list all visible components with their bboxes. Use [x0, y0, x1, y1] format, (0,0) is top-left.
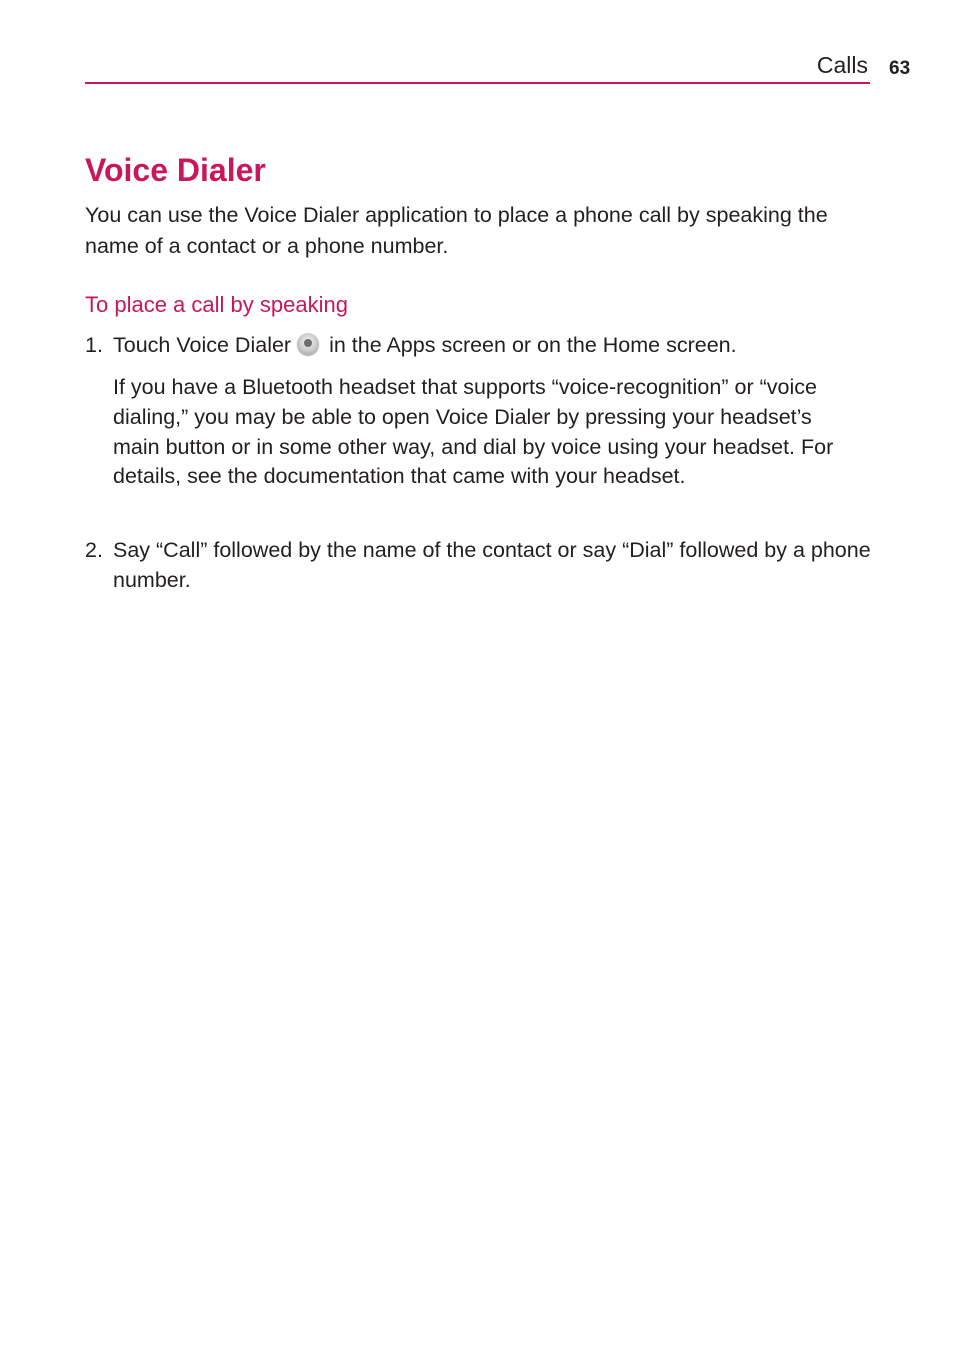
- page-header: [85, 48, 870, 84]
- step-2: [85, 535, 875, 595]
- voice-dialer-app-icon: [297, 333, 319, 355]
- step-number: 1.: [85, 333, 103, 357]
- step-suffix: in the Apps screen or on the Home screen.: [329, 333, 737, 357]
- section-name: Calls: [816, 52, 868, 78]
- step-prefix: Touch: [113, 333, 171, 357]
- step-text: [113, 330, 875, 360]
- step-number: 2.: [85, 538, 103, 562]
- voice-dialer-term: Voice Dialer: [176, 333, 292, 357]
- step-text: Say “Call” followed by the name of the contact or say “Dial” followed by a phone number.: [113, 538, 871, 592]
- subheading: To place a call by speaking: [85, 292, 348, 317]
- page-title: Voice Dialer: [85, 152, 266, 188]
- step-1-note: If you have a Bluetooth headset that supports “voice-recognition” or “voice dialing,” you may be able to open Voice Dialer by pressing your headset’s main button or in some other way, and dial by voice using your headset. For details, see the documentation that came with your headset.: [113, 375, 834, 489]
- page-number: 63: [889, 58, 911, 79]
- step-1: [85, 330, 875, 360]
- intro-paragraph: You can use the Voice Dialer application to place a phone call by speaking the name of a contact or a phone number.: [85, 203, 828, 258]
